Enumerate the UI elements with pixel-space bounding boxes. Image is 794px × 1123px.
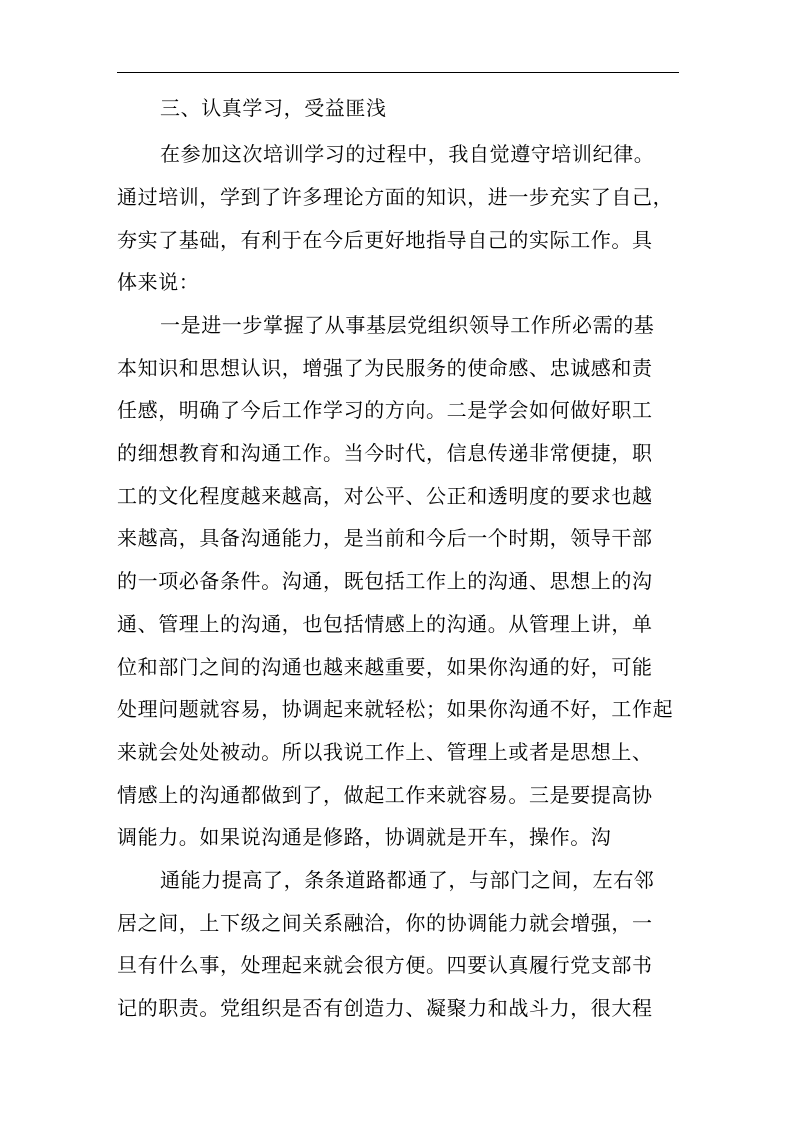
paragraph-line: 处理问题就容易，协调起来就轻松；如果你沟通不好，工作起 [117, 697, 674, 721]
paragraph-line: 任感，明确了今后工作学习的方向。二是学会如何做好职工 [117, 398, 653, 422]
paragraph-line: 工的文化程度越来越高，对公平、公正和透明度的要求也越 [117, 484, 653, 508]
paragraph-line: 情感上的沟通都做到了，做起工作来就容易。三是要提高协 [117, 783, 653, 807]
paragraph-line: 居之间，上下级之间关系融洽，你的协调能力就会增强，一 [117, 911, 653, 935]
paragraph-line: 调能力。如果说沟通是修路，协调就是开车，操作。沟 [117, 825, 612, 849]
paragraph-line: 通过培训，学到了许多理论方面的知识，进一步充实了自己， [117, 185, 674, 209]
paragraph-line: 夯实了基础，有利于在今后更好地指导自己的实际工作。具 [117, 228, 653, 252]
section-heading: 三、认真学习，受益匪浅 [160, 96, 387, 120]
paragraph-line: 位和部门之间的沟通也越来越重要，如果你沟通的好，可能 [117, 655, 653, 679]
header-rule [117, 72, 679, 73]
paragraph-line: 在参加这次培训学习的过程中，我自觉遵守培训纪律。 [160, 142, 655, 166]
paragraph-line: 的一项必备条件。沟通，既包括工作上的沟通、思想上的沟 [117, 569, 653, 593]
paragraph-line: 来越高，具备沟通能力，是当前和今后一个时期，领导干部 [117, 526, 653, 550]
paragraph-line: 本知识和思想认识，增强了为民服务的使命感、忠诚感和责 [117, 356, 653, 380]
paragraph-line: 来就会处处被动。所以我说工作上、管理上或者是思想上、 [117, 740, 653, 764]
paragraph-line: 旦有什么事，处理起来就会很方便。四要认真履行党支部书 [117, 953, 653, 977]
paragraph-line: 体来说： [117, 270, 200, 294]
paragraph-line: 的细想教育和沟通工作。当今时代，信息传递非常便捷，职 [117, 441, 653, 465]
paragraph-line: 一是进一步掌握了从事基层党组织领导工作所必需的基 [160, 313, 655, 337]
paragraph-line: 通能力提高了，条条道路都通了，与部门之间，左右邻 [160, 868, 655, 892]
paragraph-line: 通、管理上的沟通，也包括情感上的沟通。从管理上讲，单 [117, 612, 653, 636]
paragraph-line: 记的职责。党组织是否有创造力、凝聚力和战斗力，很大程 [117, 996, 653, 1020]
